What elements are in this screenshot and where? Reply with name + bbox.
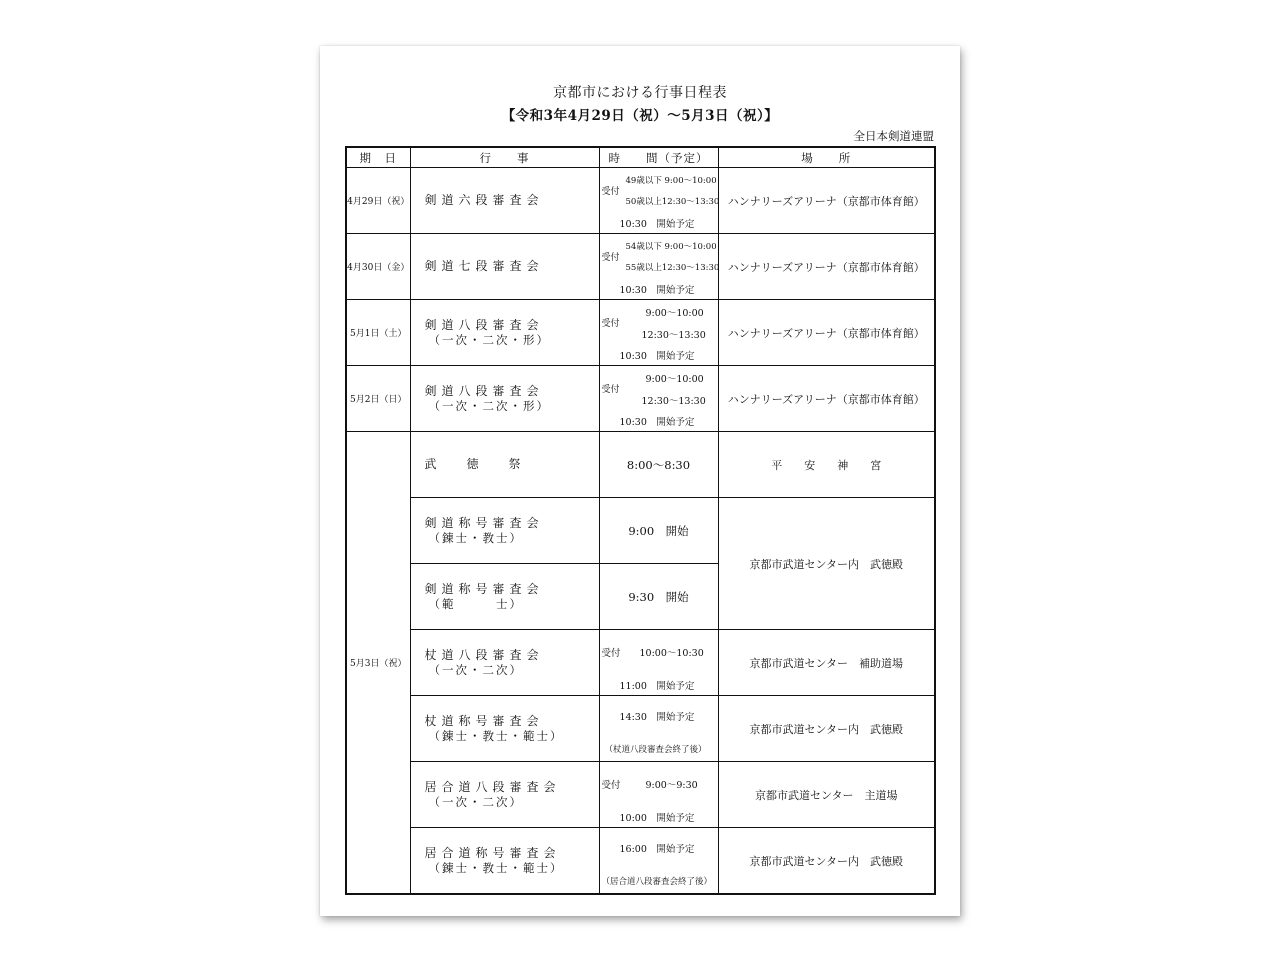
table-row bbox=[346, 630, 935, 696]
table-row bbox=[346, 366, 935, 432]
row-date: 4月29日（祝） bbox=[346, 168, 410, 234]
row-event bbox=[410, 168, 599, 234]
row-time bbox=[599, 366, 718, 432]
document-page bbox=[320, 46, 960, 916]
row-place: 京都市武道センター 主道場 bbox=[718, 762, 935, 828]
time-line1: 9:00〜10:00 bbox=[645, 308, 704, 319]
time-line1: 54歳以下 9:00〜10:00 bbox=[625, 242, 717, 252]
row-date: 4月30日（金） bbox=[346, 234, 410, 300]
schedule-table bbox=[345, 146, 936, 895]
row-time bbox=[599, 762, 718, 828]
row-time: 9:00 開始 bbox=[599, 498, 718, 564]
table-row bbox=[346, 300, 935, 366]
row-time bbox=[599, 300, 718, 366]
row-place: ハンナリーズアリーナ（京都市体育館） bbox=[718, 234, 935, 300]
event-name: 居合道八段審査会 bbox=[424, 779, 561, 794]
event-sub: （錬士・教士・範士） bbox=[428, 728, 564, 743]
time-uketsuke: 受付 bbox=[601, 253, 620, 263]
header-time: 時 間（予定） bbox=[599, 147, 718, 168]
row-place: ハンナリーズアリーナ（京都市体育館） bbox=[718, 168, 935, 234]
row-date: 5月1日（土） bbox=[346, 300, 410, 366]
time-start: 14:30 開始予定 bbox=[619, 712, 695, 723]
event-sub: （錬士・教士・範士） bbox=[428, 860, 564, 875]
row-place: 京都市武道センター内 武徳殿 bbox=[718, 828, 935, 895]
time-note: （居合道八段審査会終了後） bbox=[601, 877, 713, 887]
time-uketsuke: 受付 bbox=[601, 385, 620, 395]
event-sub: （錬士・教士） bbox=[428, 530, 523, 545]
row-event bbox=[410, 828, 599, 895]
time-start: 10:30 開始予定 bbox=[619, 351, 695, 362]
table-row bbox=[346, 498, 935, 564]
time-recv: 9:00〜9:30 bbox=[645, 780, 698, 791]
table-header-row bbox=[346, 147, 935, 168]
time-line2: 50歳以上12:30〜13:30 bbox=[625, 197, 720, 207]
row-time bbox=[599, 828, 718, 895]
time-uketsuke: 受付 bbox=[601, 780, 621, 791]
event-sub: （一次・二次・形） bbox=[428, 332, 550, 347]
page-title: 京都市における行事日程表 bbox=[553, 85, 727, 101]
event-name: 剣道称号審査会 bbox=[424, 515, 544, 530]
row-event bbox=[410, 762, 599, 828]
time-line2: 55歳以上12:30〜13:30 bbox=[625, 263, 720, 273]
row-time: 8:00〜8:30 bbox=[599, 432, 718, 498]
row-place: ハンナリーズアリーナ（京都市体育館） bbox=[718, 366, 935, 432]
row-date: 5月2日（日） bbox=[346, 366, 410, 432]
time-uketsuke: 受付 bbox=[601, 648, 621, 659]
header-place: 場 所 bbox=[718, 147, 935, 168]
table-row bbox=[346, 432, 935, 498]
header-date: 期 日 bbox=[346, 147, 410, 168]
event-name: 剣道七段審査会 bbox=[424, 259, 544, 273]
time-line1: 49歳以下 9:00〜10:00 bbox=[625, 176, 717, 186]
table-row bbox=[346, 696, 935, 762]
row-event: 武 徳 祭 bbox=[410, 432, 599, 498]
row-event bbox=[410, 300, 599, 366]
row-time: 9:30 開始 bbox=[599, 564, 718, 630]
row-event bbox=[410, 234, 599, 300]
row-time bbox=[599, 234, 718, 300]
event-name: 剣道称号審査会 bbox=[424, 581, 544, 596]
event-name: 剣道六段審査会 bbox=[424, 193, 544, 207]
time-note: （杖道八段審査会終了後） bbox=[604, 745, 707, 755]
event-sub: （一次・二次） bbox=[428, 662, 523, 677]
row-date: 5月3日（祝） bbox=[346, 432, 410, 895]
time-start: 11:00 開始予定 bbox=[619, 681, 695, 692]
row-time bbox=[599, 630, 718, 696]
table-row bbox=[346, 828, 935, 895]
time-start: 16:00 開始予定 bbox=[619, 844, 695, 855]
row-event bbox=[410, 630, 599, 696]
row-place: 京都市武道センター内 武徳殿 bbox=[718, 696, 935, 762]
time-start: 10:00 開始予定 bbox=[619, 813, 695, 824]
time-start: 10:30 開始予定 bbox=[619, 219, 695, 230]
row-place: ハンナリーズアリーナ（京都市体育館） bbox=[718, 300, 935, 366]
row-event bbox=[410, 498, 599, 564]
row-place: 京都市武道センター 補助道場 bbox=[718, 630, 935, 696]
table-row bbox=[346, 234, 935, 300]
organization-name: 全日本剣道連盟 bbox=[853, 129, 934, 143]
time-line2: 12:30〜13:30 bbox=[641, 396, 706, 407]
row-place: 平 安 神 宮 bbox=[718, 432, 935, 498]
time-recv: 10:00〜10:30 bbox=[639, 648, 704, 659]
time-line2: 12:30〜13:30 bbox=[641, 330, 706, 341]
time-start: 10:30 開始予定 bbox=[619, 285, 695, 296]
row-event bbox=[410, 696, 599, 762]
time-start: 10:30 開始予定 bbox=[619, 417, 695, 428]
time-uketsuke: 受付 bbox=[601, 319, 620, 329]
event-name: 杖道称号審査会 bbox=[424, 713, 544, 728]
row-place: 京都市武道センター内 武徳殿 bbox=[718, 498, 935, 630]
page-subtitle: 【令和3年4月29日（祝）〜5月3日（祝）】 bbox=[501, 108, 779, 124]
event-name: 剣道八段審査会 bbox=[424, 383, 544, 398]
event-name: 剣道八段審査会 bbox=[424, 317, 544, 332]
table-row bbox=[346, 762, 935, 828]
header-event: 行 事 bbox=[410, 147, 599, 168]
time-line1: 9:00〜10:00 bbox=[645, 374, 704, 385]
time-uketsuke: 受付 bbox=[601, 187, 620, 197]
event-name: 杖道八段審査会 bbox=[424, 647, 544, 662]
event-sub: （一次・二次・形） bbox=[428, 398, 550, 413]
row-time bbox=[599, 168, 718, 234]
row-event bbox=[410, 564, 599, 630]
row-time bbox=[599, 696, 718, 762]
event-sub: （一次・二次） bbox=[428, 794, 523, 809]
table-row bbox=[346, 168, 935, 234]
event-name: 居合道称号審査会 bbox=[424, 845, 561, 860]
event-sub: （範 士） bbox=[428, 596, 523, 611]
row-event bbox=[410, 366, 599, 432]
